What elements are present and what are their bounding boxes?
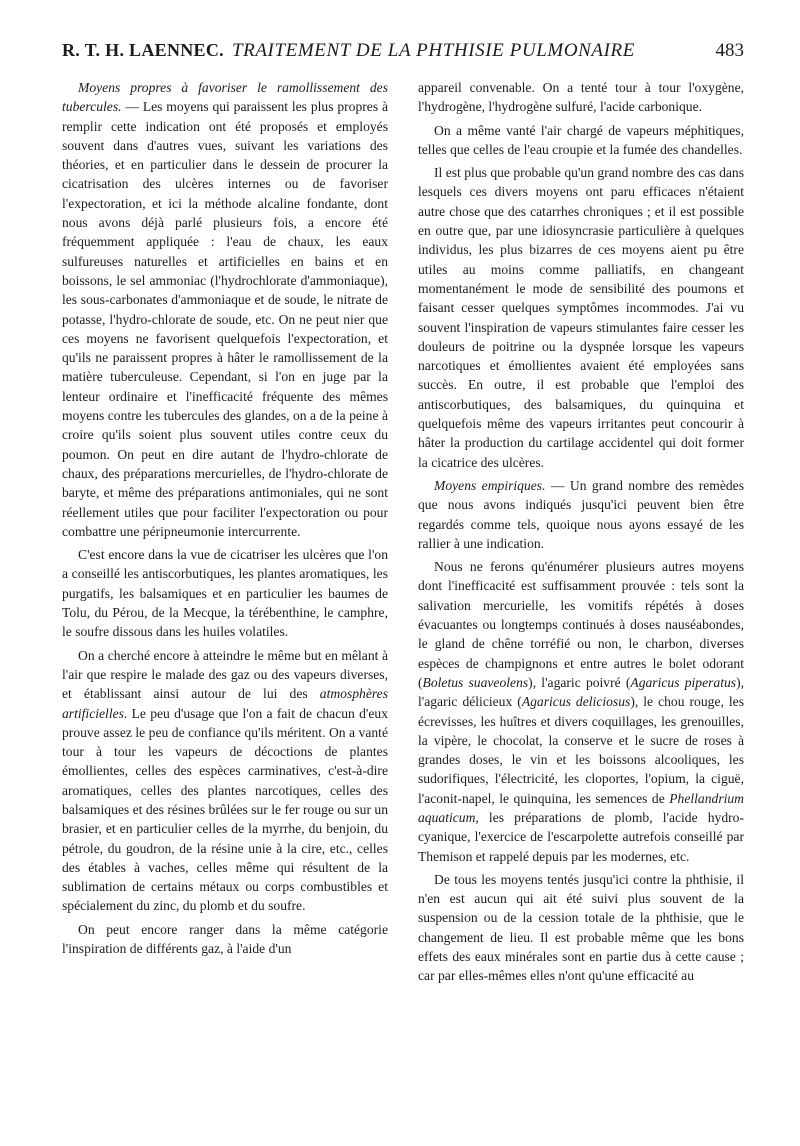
paragraph bbox=[62, 646, 388, 916]
paragraph bbox=[62, 78, 388, 541]
italic-term: Agaricus deliciosus bbox=[521, 694, 631, 710]
paragraph bbox=[418, 476, 744, 553]
running-header bbox=[62, 40, 744, 74]
paragraph-text: , les préparations de plomb, l'acide hydro-cyanique, l'exercice de l'escarpolette autrefois conseillé par Themison et rappelé depuis par les modernes, etc. bbox=[418, 809, 744, 864]
paragraph-text: ), le chou rouge, les écrevisses, les huîtres et divers coquillages, les grenouilles, la vipère, le chocolat, la conserve et le sucre de roses à grandes doses, le vin et les boissons alcooliques, les sudorifiques, l'électricité, les cloportes, l'opium, la ciguë, l'aconit-napel, le quinquina, les semences de bbox=[418, 694, 744, 806]
paragraph-text: On a cherché encore à atteindre le même but en mêlant à l'air que respire le malade des gaz ou des vapeurs diverses, et établissant ainsi autour de lui des bbox=[62, 647, 388, 702]
paragraph-text: ), l'agaric poivré ( bbox=[528, 674, 631, 690]
italic-term: atmosphères artificielles bbox=[62, 686, 388, 721]
paragraph-text: — Un grand nombre des remèdes que nous avons indiqués jusqu'ici peuvent bien être regardés comme tels, quoique nous ayons essayé de les rallier à une indication. bbox=[418, 477, 745, 551]
paragraph: On a même vanté l'air chargé de vapeurs méphitiques, telles que celles de l'eau croupie et la fumée des chandelles. bbox=[418, 122, 744, 157]
italic-term: Boletus suaveolens bbox=[422, 674, 529, 690]
paragraph: Il est plus que probable qu'un grand nombre des cas dans lesquels ces divers moyens ont paru efficaces n'étaient autre chose que des catarrhes chroniques ; et il est possible en outre que, par une idiosyncrasie particulière à quelques individus, les plus bizarres de ces moyens aient pu être utiles au moins comme palliatifs, en changeant momentanément le mode de sensibilité des poumons et faisant cesser quelques symptômes incommodes. J'ai vu souvent l'inspiration de vapeurs stimulantes faire cesser les douleurs de poitrine ou la dyspnée lorsque les vapeurs narcotiques et émollientes avaient été employées sans succès. En outre, il est probable que l'emploi des antiscorbutiques, des balsamiques, du quinquina et quelquefois même des vapeurs irritantes peut concourir à hâter la production du cartilage accidentel qui doit former la cicatrice des ulcères. bbox=[418, 165, 744, 470]
left-column bbox=[62, 78, 388, 990]
header-author: R. T. H. LAENNEC. bbox=[62, 40, 224, 60]
section-heading: Moyens propres à favoriser le ramollissement des tubercules. bbox=[62, 80, 388, 115]
paragraph: On peut encore ranger dans la même catégorie l'inspiration de différents gaz, à l'aide d'un bbox=[62, 921, 388, 957]
paragraph-text: ), l'agaric délicieux ( bbox=[418, 674, 744, 710]
italic-term: Agaricus piperatus bbox=[630, 674, 737, 690]
page-number: 483 bbox=[715, 40, 744, 61]
text-columns bbox=[62, 78, 744, 990]
header-title: TRAITEMENT DE LA PHTHISIE PULMONAIRE bbox=[231, 40, 635, 61]
italic-term: Phellandrium aquaticum bbox=[418, 790, 744, 825]
paragraph bbox=[418, 557, 744, 866]
paragraph-text: — Les moyens qui paraissent les plus propres à remplir cette indication ont été proposés et employés souvent dans d'autres vues, suivant les variations des théories, et en particulier dans le dessein de procurer la cicatrisation des ulcères internes ou de favoriser l'expectoration, et ici la méthode alcaline fondante, dont nous avons déjà parlé plusieurs fois, a encore été fréquemment appliquée : l'eau de chaux, les eaux sulfureuses naturelles et artificielles en bains et en boissons, le sel ammoniac (l'hydrochlorate d'ammoniaque), les sous-carbonates d'ammoniaque et de soude, le nitrate de potasse, l'hydro-chlorate de soude, etc. On ne peut nier que ces moyens ne favorisent quelquefois l'expectoration, et qu'ils ne paraissent propres à hâter le ramollissement de la matière tuberculeuse. Cependant, si l'on en juge par la lenteur ordinaire et l'inefficacité fréquente des mêmes moyens contre les tubercules des glandes, on a de la peine à croire qu'ils soient plus souvent utiles contre ceux du poumon. On peut en dire autant de l'hydro-chlorate de chaux, des préparations mercurielles, de l'hydro-chlorate de baryte, et même des préparations antimoniales, qui ne sont réellement utiles que pour faciliter l'expectoration ou pour combattre une péripneumonie intercurrente. bbox=[62, 99, 388, 539]
paragraph: De tous les moyens tentés jusqu'ici contre la phthisie, il n'en est aucun qui ait été suivi plus souvent de la suspension ou de la cession totale de la phthisie, que le changement de lieu. Il est probable même que les bons effets des eaux minérales sont en partie dus à cette cause ; car par elles-mêmes elles n'ont qu'une efficacité au bbox=[418, 871, 744, 984]
section-heading: Moyens empiriques. bbox=[434, 477, 546, 493]
paragraph: appareil convenable. On a tenté tour à tour l'oxygène, l'hydrogène, l'hydrogène sulfuré, l'acide carbonique. bbox=[418, 80, 744, 115]
right-column bbox=[418, 78, 744, 990]
paragraph-text: . Le peu d'usage que l'on a fait de chacun d'eux prouve assez le peu de confiance qu'ils méritent. On a vanté tour à tour les vapeurs de décoctions de plantes émollientes, celles des espèces carminatives, c'est-à-dire aromatiques, celles des plantes narcotiques, celles des balsamiques et des résines brûlées sur le fer rouge ou sur un brasier, et en particulier celles de la myrrhe, du benjoin, du pétrole, du goudron, de la résine unie à la cire, etc., celles des étables à vaches, celles même qui résultent de la sublimation de certains métaux ou corps combustibles et spécialement du zinc, du plomb et du soufre. bbox=[62, 705, 388, 914]
paragraph: C'est encore dans la vue de cicatriser les ulcères que l'on a conseillé les antiscorbutiques, les plantes aromatiques, les purgatifs, les balsamiques et en particulier les baumes de Tolu, du Pérou, de la Mecque, la térébenthine, le camphre, le soufre dissous dans les huiles volatiles. bbox=[62, 547, 388, 640]
paragraph-text: Nous ne ferons qu'énumérer plusieurs autres moyens dont l'inefficacité est suffisamment prouvée : tels sont la salivation mercurielle, les vomitifs répétés à doses évacuantes ou longtemps continués à doses nauséabondes, le gland de chêne torréfié ou non, le charbon, diverses espèces de champignons et entre autres le bolet odorant ( bbox=[418, 559, 744, 690]
